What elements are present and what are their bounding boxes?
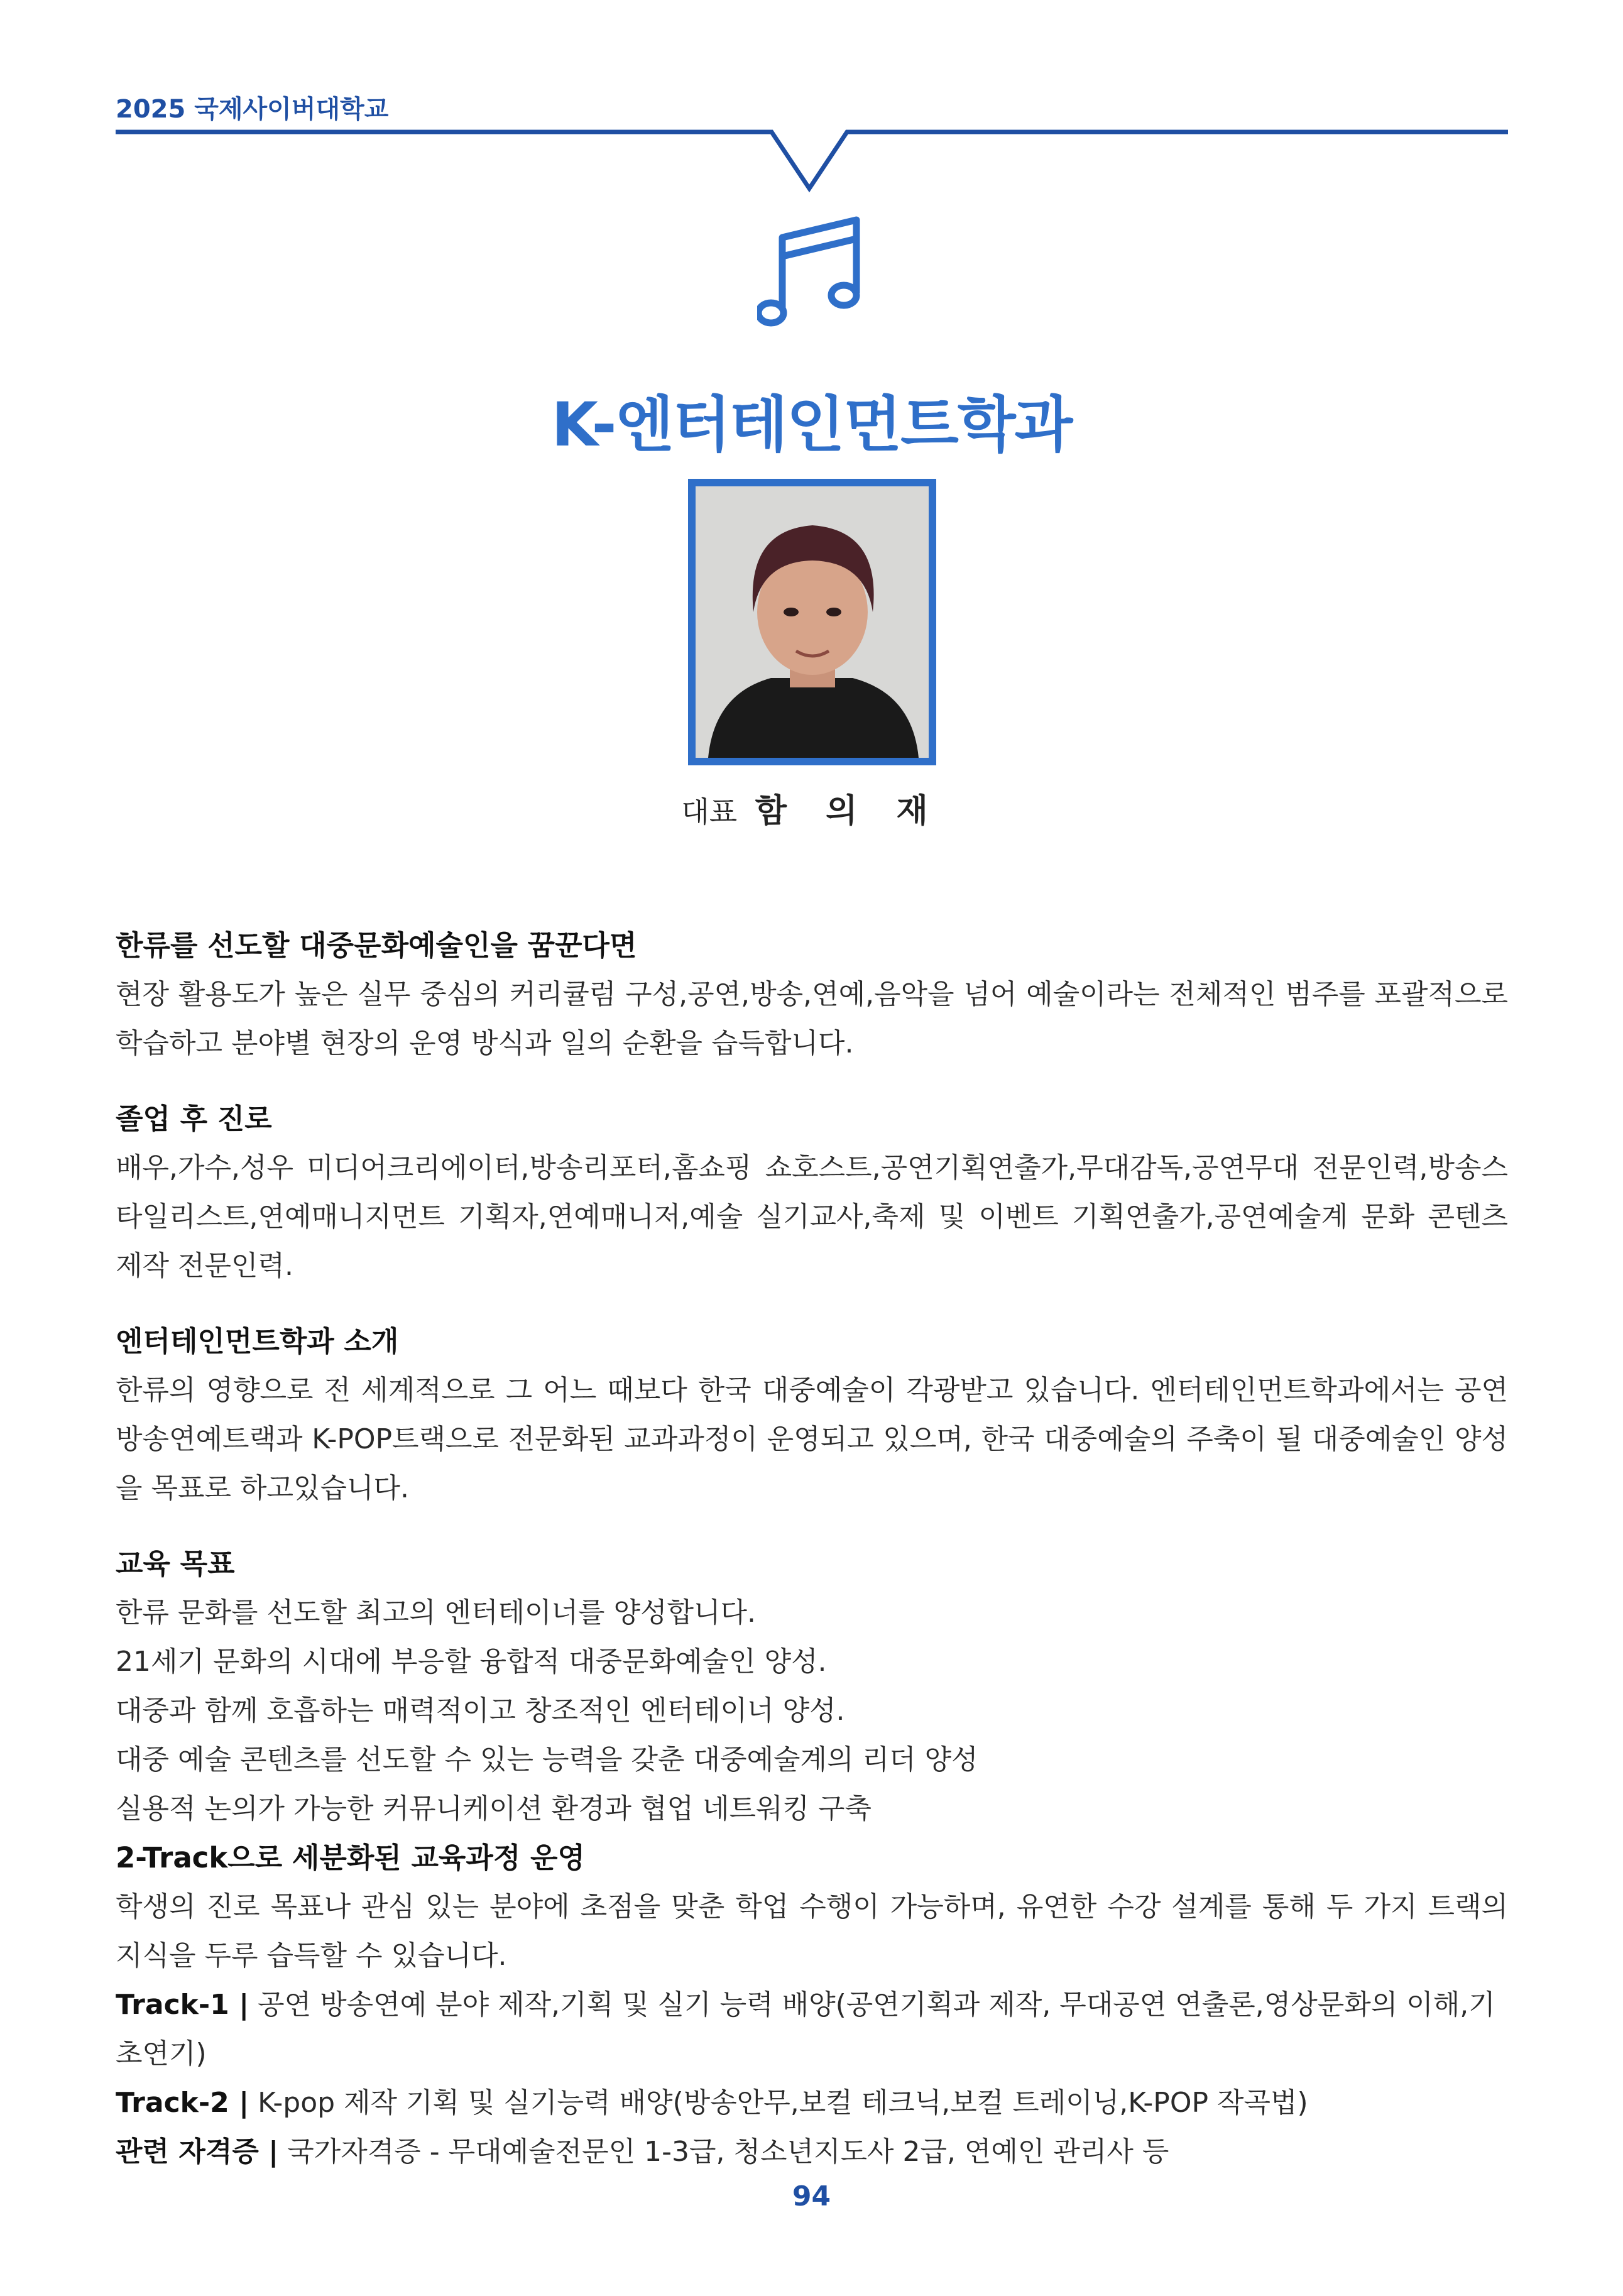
section-title: 한류를 선도할 대중문화예술인을 꿈꾼다면 xyxy=(116,929,637,962)
certificate-text: 국가자격증 - 무대예술전문인 1-3급, 청소년지도사 2급, 연예인 관리사 등 xyxy=(278,2136,1169,2168)
track-1-line xyxy=(116,1981,1508,2079)
main-content xyxy=(116,921,1508,2177)
goal-line: 21세기 문화의 시대에 부응할 융합적 대중문화예술인 양성. xyxy=(116,1646,827,1678)
portrait-frame xyxy=(688,479,936,765)
goal-line: 한류 문화를 선도할 최고의 엔터테이너를 양성합니다. xyxy=(116,1597,757,1629)
track-2-line xyxy=(116,2079,1508,2128)
representative-name: 함 의 재 xyxy=(755,792,942,830)
section-title: 2-Track으로 세분화된 교육과정 운영 xyxy=(116,1841,585,1874)
section-body: 현장 활용도가 높은 실무 중심의 커리큘럼 구성,공연,방송,연예,음악을 넘어 예술이라는 전체적인 범주를 포괄적으로 학습하고 분야별 현장의 운영 방식과 일의 순환을 습득합니다. xyxy=(116,978,1508,1059)
representative-caption xyxy=(0,784,1623,831)
track-1-label: Track-1 | xyxy=(116,1989,249,2021)
goal-line: 대중 예술 콘텐츠를 선도할 수 있는 능력을 갖춘 대중예술계의 리더 양성 xyxy=(116,1744,978,1776)
header-label: 2025 국제사이버대학교 xyxy=(116,95,389,124)
section-title: 교육 목표 xyxy=(116,1547,235,1580)
header-divider xyxy=(0,0,1623,201)
track-2-text: K-pop 제작 기획 및 실기능력 배양(방송안무,보컬 테크닉,보컬 트레이닝,K-POP 작곡법) xyxy=(249,2087,1308,2119)
section-body: 학생의 진로 목표나 관심 있는 분야에 초점을 맞춘 학업 수행이 가능하며, 유연한 수강 설계를 통해 두 가지 트랙의 지식을 두루 습득할 수 있습니다. xyxy=(116,1891,1508,1972)
portrait-photo xyxy=(696,486,929,758)
section-title: 졸업 후 진로 xyxy=(116,1102,272,1135)
certificate-line xyxy=(116,2128,1508,2177)
goal-line: 실용적 논의가 가능한 커뮤니케이션 환경과 협업 네트워킹 구축 xyxy=(116,1793,872,1825)
page-number: 94 xyxy=(792,2180,831,2212)
track-2-label: Track-2 | xyxy=(116,2087,249,2119)
section-body: 배우,가수,성우 미디어크리에이터,방송리포터,홈쇼핑 쇼호스트,공연기획연출가,무대감독,공연무대 전문인력,방송스타일리스트,연예매니지먼트 기획자,연예매니저,예술 실기교사,축제 및 이벤트 기획연출가,공연예술계 문화 콘텐츠 제작 전문인력. xyxy=(116,1152,1508,1282)
music-note-icon xyxy=(757,212,870,338)
section-body: 한류의 영향으로 전 세계적으로 그 어느 때보다 한국 대중예술이 각광받고 있습니다. 엔터테인먼트학과에서는 공연 방송연예트랙과 K-POP트랙으로 전문화된 교과과정이 운영되고 있으며, 한국 대중예술의 주축이 될 대중예술인 양성을 목표로 하고있습니다. xyxy=(116,1374,1508,1504)
track-1-text: 공연 방송연예 분야 제작,기획 및 실기 능력 배양(공연기획과 제작, 무대공연 연출론,영상문화의 이해,기초연기) xyxy=(116,1989,1495,2070)
caption-prefix: 대표 xyxy=(681,795,738,829)
certificate-label: 관련 자격증 | xyxy=(116,2136,279,2168)
department-title: K-엔터테인먼트학과 xyxy=(551,390,1072,460)
goal-line: 대중과 함께 호흡하는 매력적이고 창조적인 엔터테이너 양성. xyxy=(116,1695,845,1727)
section-title: 엔터테인먼트학과 소개 xyxy=(116,1325,399,1358)
